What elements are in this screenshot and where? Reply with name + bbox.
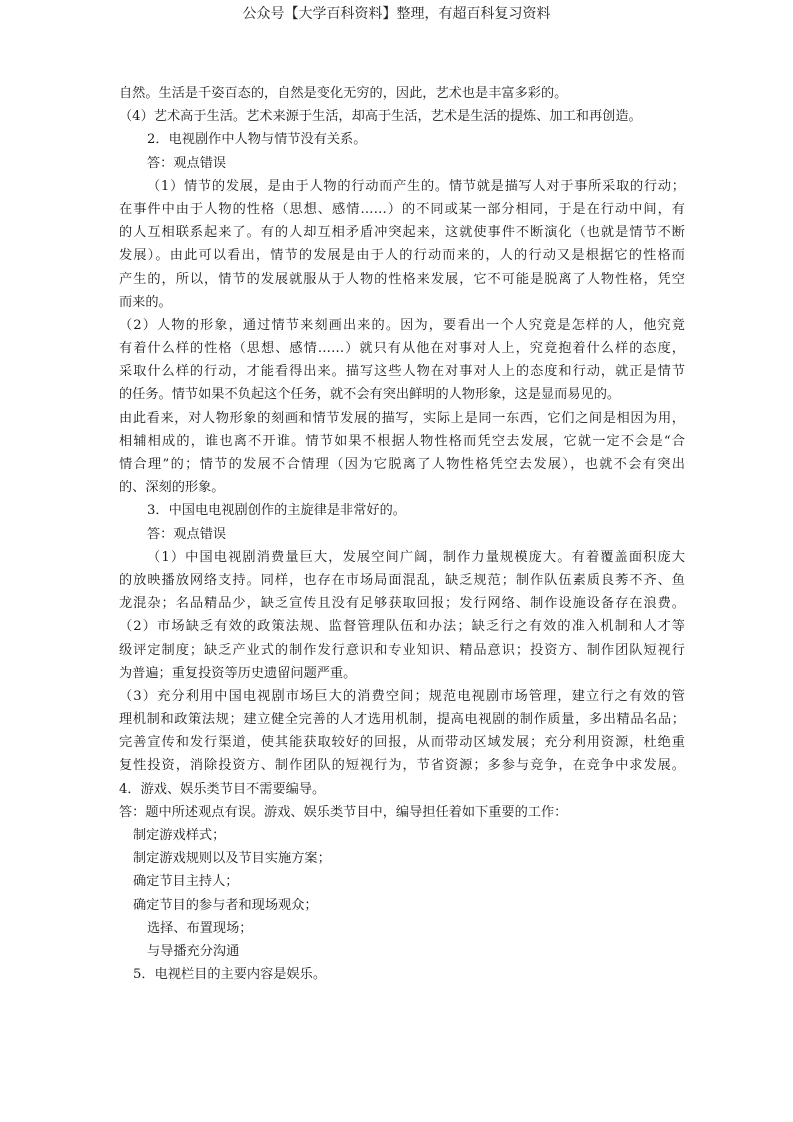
text-line: 采取什么样的行动，才能看得出来。描写这些人物在对事对人上的态度和行动，就正是情节 — [119, 364, 685, 380]
text-line: 的任务。情节如果不负起这个任务，就不会有突出鲜明的人物形象，这是显而易见的。 — [119, 387, 621, 403]
text-line: （2）人物的形象，通过情节来刻画出来的。因为，要看出一个人究竟是怎样的人，他究竟 — [119, 317, 685, 333]
text-line: 有着什么样的性格（思想、感情……）就只有从他在对事对人上，究竟抱着什么样的态度， — [119, 341, 685, 357]
text-line: 龙混杂；名品精品少，缺乏宣传且没有足够获取回报；发行网络、制作设施设备存在浪费。 — [119, 596, 685, 612]
text-line: （4）艺术高于生活。艺术来源于生活，却高于生活，艺术是生活的提炼、加工和再创造。 — [119, 109, 642, 125]
text-line: 复性投资，消除投资方、制作团队的短视行为，节省资源；多参与竞争，在竞争中求发展。 — [119, 758, 685, 774]
text-line: 2．电视剧作中人物与情节没有关系。 — [147, 132, 367, 148]
text-line: 答：观点错误 — [147, 526, 227, 542]
text-line: 5．电视栏目的主要内容是娱乐。 — [133, 967, 327, 983]
text-line: 完善宣传和发行渠道，使其能获取较好的回报，从而带动区域发展；充分利用资源，杜绝重 — [119, 735, 685, 751]
text-line: 的、深刻的形象。 — [119, 480, 225, 496]
text-line: 与导播充分沟通 — [147, 943, 240, 959]
text-line: 情合理”的；情节的发展不合情理（因为它脱离了人物性格凭空去发展），也就不会有突出 — [119, 457, 685, 472]
text-line: 确定节目主持人； — [133, 874, 239, 890]
text-line: 而来的。 — [119, 294, 172, 310]
text-line: 为普遍；重复投资等历史遗留问题严重。 — [119, 665, 357, 681]
text-line: 理机制和政策法规；建立健全完善的人才选用机制，提高电视剧的制作质量，多出精品名品； — [119, 712, 685, 728]
document-body — [119, 82, 685, 986]
text-line: 确定节目的参与者和现场观众； — [133, 897, 318, 913]
text-line: 发展）。由此可以看出，情节的发展是由于人的行动而来的，人的行动又是根据它的性格而 — [119, 248, 685, 264]
text-line: 在事件中由于人物的性格（思想、感情……）的不同或某一部分相同，于是在行动中间，有 — [119, 201, 685, 217]
text-line: 产生的，所以，情节的发展就服从于人物的性格来发展，它不可能是脱离了人物性格，凭空 — [119, 271, 685, 287]
text-line: 的放映播放网络支持。同样，也存在市场局面混乱，缺乏规范；制作队伍素质良莠不齐、鱼 — [119, 572, 685, 588]
text-line: 由此看来，对人物形象的刻画和情节发展的描写，实际上是同一东西，它们之间是相因为用， — [119, 410, 685, 426]
text-line: （3）充分利用中国电视剧市场巨大的消费空间；规范电视剧市场管理，建立行之有效的管 — [119, 688, 685, 704]
text-line: （1）中国电视剧消费量巨大，发展空间广阔，制作力量规模庞大。有着覆盖面积庞大 — [147, 549, 685, 565]
text-line: 相辅相成的，谁也离不开谁。情节如果不根据人物性格而凭空去发展，它就一定不会是“合 — [119, 433, 685, 449]
text-line: 自然。生活是千姿百态的，自然是变化无穷的，因此，艺术也是丰富多彩的。 — [119, 86, 568, 101]
text-line: 3．中国电电视剧创作的主旋律是非常好的。 — [147, 503, 406, 519]
text-line: 制定游戏样式； — [133, 828, 226, 843]
text-line: 4．游戏、娱乐类节目不需要编导。 — [119, 781, 326, 797]
text-line: 级评定制度；缺乏产业式的制作发行意识和专业知识、精品意识；投资方、制作团队短视行 — [119, 642, 685, 658]
text-line: （1）情节的发展，是由于人物的行动而产生的。情节就是描写人对于事所采取的行动； — [147, 178, 685, 194]
text-line: 答：题中所述观点有误。游戏、娱乐类节目中，编导担任着如下重要的工作： — [119, 804, 568, 820]
text-line: （2）市场缺乏有效的政策法规、监督管理队伍和办法；缺乏行之有效的准入机制和人才等 — [119, 619, 685, 635]
page-header: 公众号【大学百科资料】整理，有超百科复习资料 — [242, 6, 551, 22]
text-line: 的人互相联系起来了。有的人却互相矛盾冲突起来，这就使事件不断演化（也就是情节不断 — [119, 225, 685, 241]
text-line: 答：观点错误 — [147, 155, 227, 171]
text-line: 选择、布置现场； — [147, 920, 253, 936]
text-line: 制定游戏规则以及节目实施方案； — [133, 851, 331, 867]
